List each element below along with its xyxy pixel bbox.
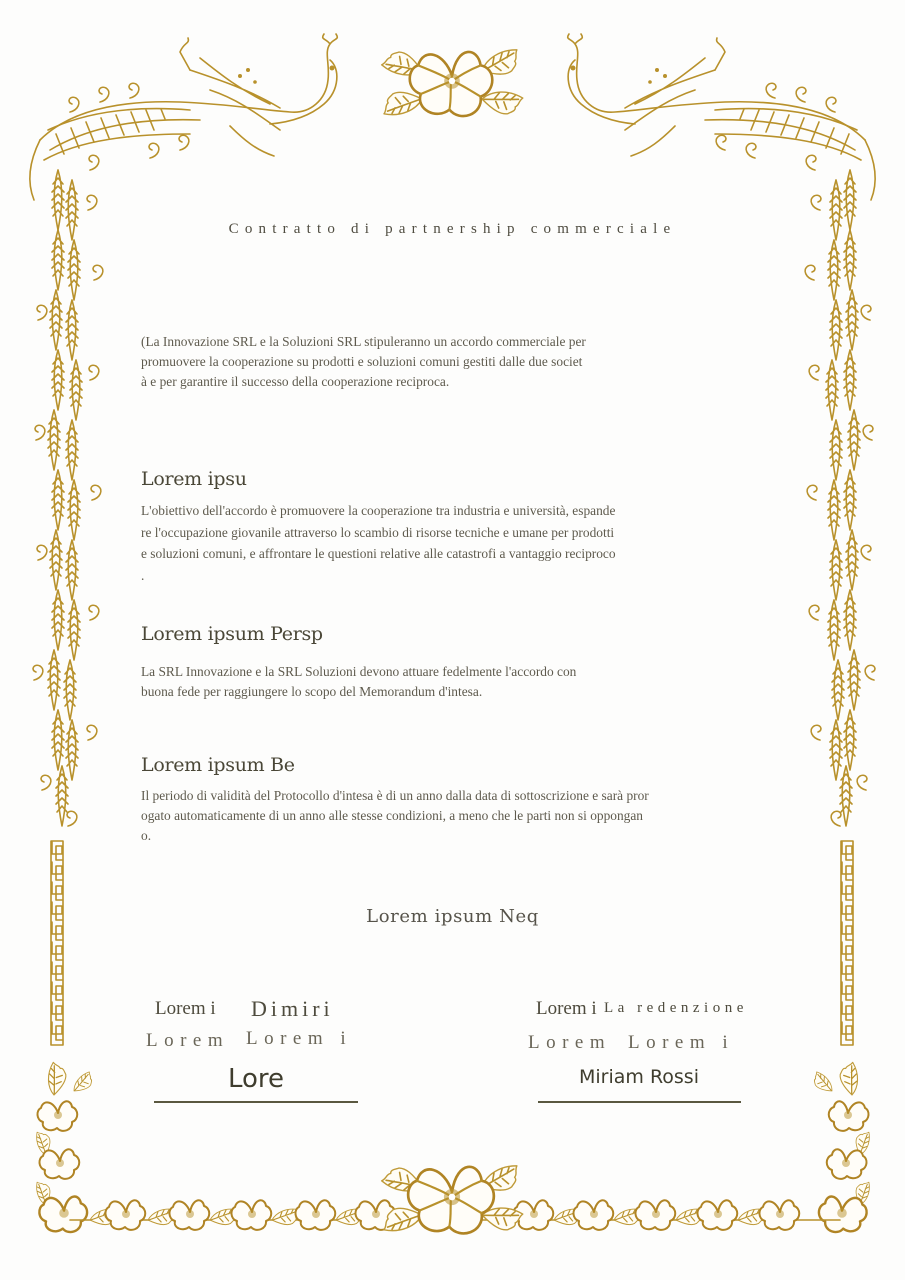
section-body-perspective <box>141 662 576 702</box>
body-line: re l'occupazione giovanile attraverso lo scambio di risorse tecniche e umane per prodotti <box>141 524 615 540</box>
body-line: ogato automaticamente di un anno alle stesse condizioni, a meno che le parti non si oppongan <box>141 808 644 823</box>
closing-statement: Lorem ipsum Neq <box>366 906 539 927</box>
section-body-objective <box>141 500 616 586</box>
intro-line: à e per garantire il successo della cooperazione reciproca. <box>141 374 450 389</box>
body-line: e soluzioni comuni, e affrontare le questioni relative alle catastrofi a vantaggio reciproco <box>141 546 616 561</box>
body-line: o. <box>141 828 152 843</box>
greek-key-left-ornament <box>50 840 66 1046</box>
signature-right-name: Miriam Rossi <box>578 1066 699 1088</box>
section-heading-perspective: Lorem ipsum Persp <box>141 623 323 645</box>
document-title: Contratto di partnership commerciale <box>228 221 677 237</box>
signature-left-company: Dimiri <box>251 996 334 1021</box>
intro-line: promuovere la cooperazione su prodotti e soluzioni comuni gestiti dalle due societ <box>141 354 583 369</box>
signature-right-line <box>538 1101 741 1103</box>
hibiscus-top-ornament <box>362 36 542 126</box>
greek-key-right-ornament <box>840 840 856 1046</box>
section-body-validity <box>141 786 649 846</box>
body-line: L'obiettivo dell'accordo è promuovere la cooperazione tra industria e università, espande <box>141 503 616 518</box>
section-heading-validity: Lorem ipsum Be <box>141 754 295 776</box>
signature-left-line <box>154 1101 358 1103</box>
body-line: Il periodo di validità del Protocollo d'intesa è di un anno dalla data di sottoscrizione e sarà pror <box>141 788 649 803</box>
body-line: buona fede per raggiungere lo scopo del Memorandum d'intesa. <box>141 684 483 699</box>
body-line: La SRL Innovazione e la SRL Soluzioni devono attuare fedelmente l'accordo con <box>141 664 577 679</box>
signature-right-label-b: Lorem <box>528 1032 612 1053</box>
intro-paragraph <box>141 332 586 392</box>
signature-right-value-b: Lorem i <box>628 1032 735 1053</box>
signature-left-label-a: Lorem i <box>155 998 216 1019</box>
signature-left-name: Lore <box>227 1064 285 1094</box>
signature-left-value-b: Lorem i <box>246 1028 353 1049</box>
section-heading-objective: Lorem ipsu <box>141 468 247 490</box>
signature-left-label-b: Lorem <box>146 1030 230 1051</box>
body-line: . <box>141 567 145 583</box>
feather-vine-right-ornament <box>790 170 880 830</box>
feather-vine-left-ornament <box>28 170 118 830</box>
intro-line: (La Innovazione SRL e la Soluzioni SRL stipuleranno un accordo commerciale per <box>141 334 586 349</box>
signature-right-label-a: Lorem i <box>536 998 597 1019</box>
hibiscus-bottom-ornament <box>362 1152 542 1242</box>
signature-right-company: La redenzione <box>604 1000 748 1016</box>
